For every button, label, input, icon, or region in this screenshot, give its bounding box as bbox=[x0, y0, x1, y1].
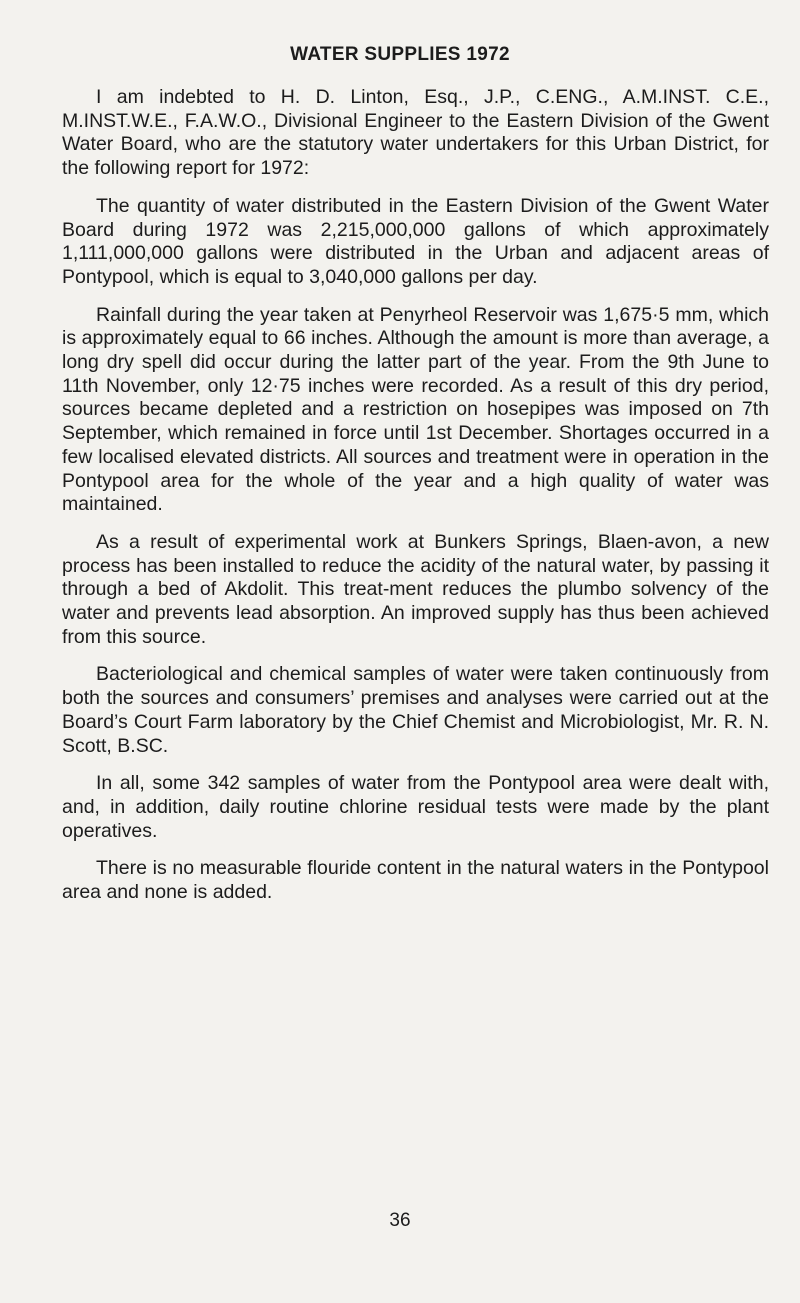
paragraph-experimental-work: As a result of experimental work at Bunkers Springs, Blaen-avon, a new process has been installed to reduce the acidity of the natural water, by passing it through a bed of Akdolit. This treat-ment reduces the plumbo solvency of the water and prevents lead absorption. An improved supply has thus been achieved from this source. bbox=[62, 530, 769, 648]
page-title: WATER SUPPLIES 1972 bbox=[290, 44, 510, 65]
report-body bbox=[62, 86, 769, 919]
paragraph-acknowledgement: I am indebted to H. D. Linton, Esq., J.P., C.ENG., A.M.INST. C.E., M.INST.W.E., F.A.W.O., Divisional Engineer to the Eastern Division of the Gwent Water Board, who are the statutory water undertakers for this Urban District, for the following report for 1972: bbox=[62, 86, 769, 180]
paragraph-sample-count: In all, some 342 samples of water from the Pontypool area were dealt with, and, in addition, daily routine chlorine residual tests were made by the plant operatives. bbox=[62, 772, 769, 842]
page-number: 36 bbox=[389, 1210, 411, 1231]
paragraph-quantity: The quantity of water distributed in the Eastern Division of the Gwent Water Board during 1972 was 2,215,000,000 gallons of which approximately 1,111,000,000 gallons were distributed in the Urban and adjacent areas of Pontypool, which is equal to 3,040,000 gallons per day. bbox=[62, 194, 769, 288]
paragraph-samples: Bacteriological and chemical samples of water were taken continuously from both the sources and consumers’ premises and analyses were carried out at the Board’s Court Farm laboratory by the Chief Chemist and Microbiologist, Mr. R. N. Scott, B.SC. bbox=[62, 663, 769, 757]
paragraph-rainfall: Rainfall during the year taken at Penyrheol Reservoir was 1,675·5 mm, which is approximately equal to 66 inches. Although the amount is more than average, a long dry spell did occur during the latter part of the year. From the 9th June to 11th November, only 12·75 inches were recorded. As a result of this dry period, sources became depleted and a restriction on hosepipes was imposed on 7th September, which remained in force until 1st December. Shortages occurred in a few localised elevated districts. All sources and treatment were in operation in the Pontypool area for the whole of the year and a high quality of water was maintained. bbox=[62, 303, 769, 516]
paragraph-flouride: There is no measurable flouride content in the natural waters in the Pontypool area and none is added. bbox=[62, 857, 769, 904]
